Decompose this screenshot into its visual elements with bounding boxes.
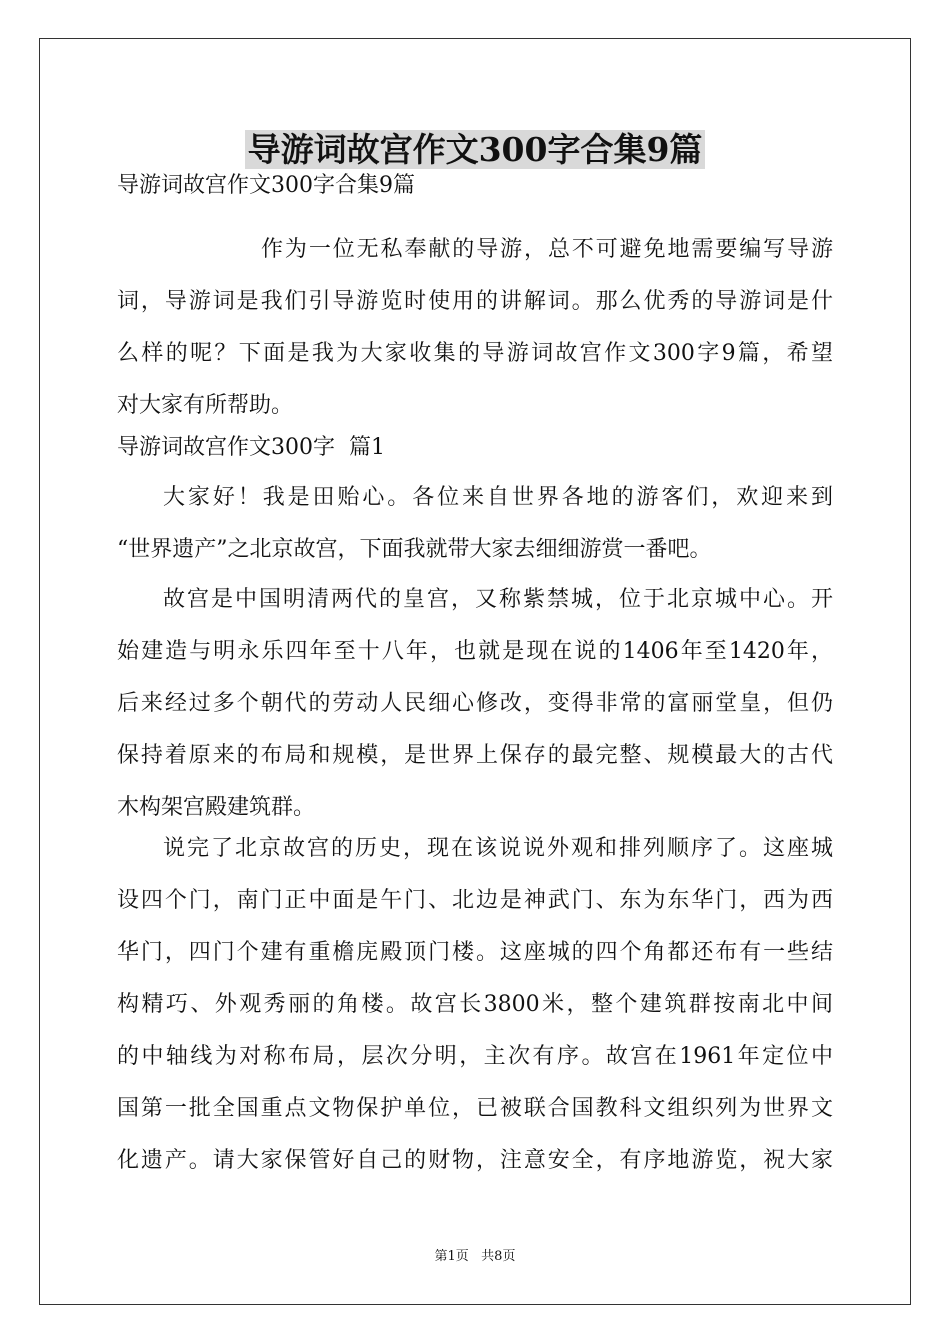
intro-line: 么样的呢？下面是我为大家收集的导游词故宫作文300字9篇，希望 <box>117 341 833 366</box>
paragraph-1 <box>117 472 833 576</box>
document-subtitle-block <box>117 160 833 212</box>
document-subtitle: 导游词故宫作文300字合集9篇 <box>117 173 415 198</box>
paragraph-line: 的中轴线为对称布局，层次分明，主次有序。故宫在1961年定位中 <box>117 1044 833 1069</box>
paragraph-line: 华门，四门个建有重檐庑殿顶门楼。这座城的四个角都还布有一些结 <box>117 940 833 965</box>
intro-line: 对大家有所帮助。 <box>117 393 294 418</box>
paragraph-line: 化遗产。请大家保管好自己的财物，注意安全，有序地游览，祝大家 <box>117 1148 833 1173</box>
paragraph-line: 说完了北京故宫的历史，现在该说说外观和排列顺序了。这座城 <box>163 836 833 861</box>
paragraph-line: “世界遗产”之北京故宫，下面我就带大家去细细游赏一番吧。 <box>117 537 712 562</box>
paragraph-line: 设四个门，南门正中面是午门、北边是神武门、东为东华门，西为西 <box>117 888 833 913</box>
paragraph-line: 后来经过多个朝代的劳动人民细心修改，变得非常的富丽堂皇，但仍 <box>117 691 833 716</box>
intro-line: 词，导游词是我们引导游览时使用的讲解词。那么优秀的导游词是什 <box>117 289 833 314</box>
paragraph-line: 木构架宫殿建筑群。 <box>117 795 316 820</box>
intro-line: 作为一位无私奉献的导游，总不可避免地需要编写导游 <box>261 237 833 262</box>
section-heading: 导游词故宫作文300字 篇1 <box>117 435 385 460</box>
paragraph-line: 始建造与明永乐四年至十八年，也就是现在说的1406年至1420年， <box>117 639 833 664</box>
paragraph-3 <box>117 823 833 1187</box>
paragraph-line: 大家好！我是田贻心。各位来自世界各地的游客们，欢迎来到 <box>163 485 833 510</box>
section-heading-block <box>117 422 833 474</box>
paragraph-line: 国第一批全国重点文物保护单位，已被联合国教科文组织列为世界文 <box>117 1096 833 1121</box>
paragraph-line: 构精巧、外观秀丽的角楼。故宫长3800米，整个建筑群按南北中间 <box>117 992 833 1017</box>
document-title-text: 导游词故宫作文300字合集9篇 <box>245 130 706 169</box>
page-footer: 第1页 共8页 <box>434 1249 516 1264</box>
intro-paragraph <box>117 224 833 432</box>
paragraph-2 <box>117 574 833 834</box>
paragraph-line: 保持着原来的布局和规模，是世界上保存的最完整、规模最大的古代 <box>117 743 833 768</box>
paragraph-line: 故宫是中国明清两代的皇宫，又称紫禁城，位于北京城中心。开 <box>163 587 833 612</box>
